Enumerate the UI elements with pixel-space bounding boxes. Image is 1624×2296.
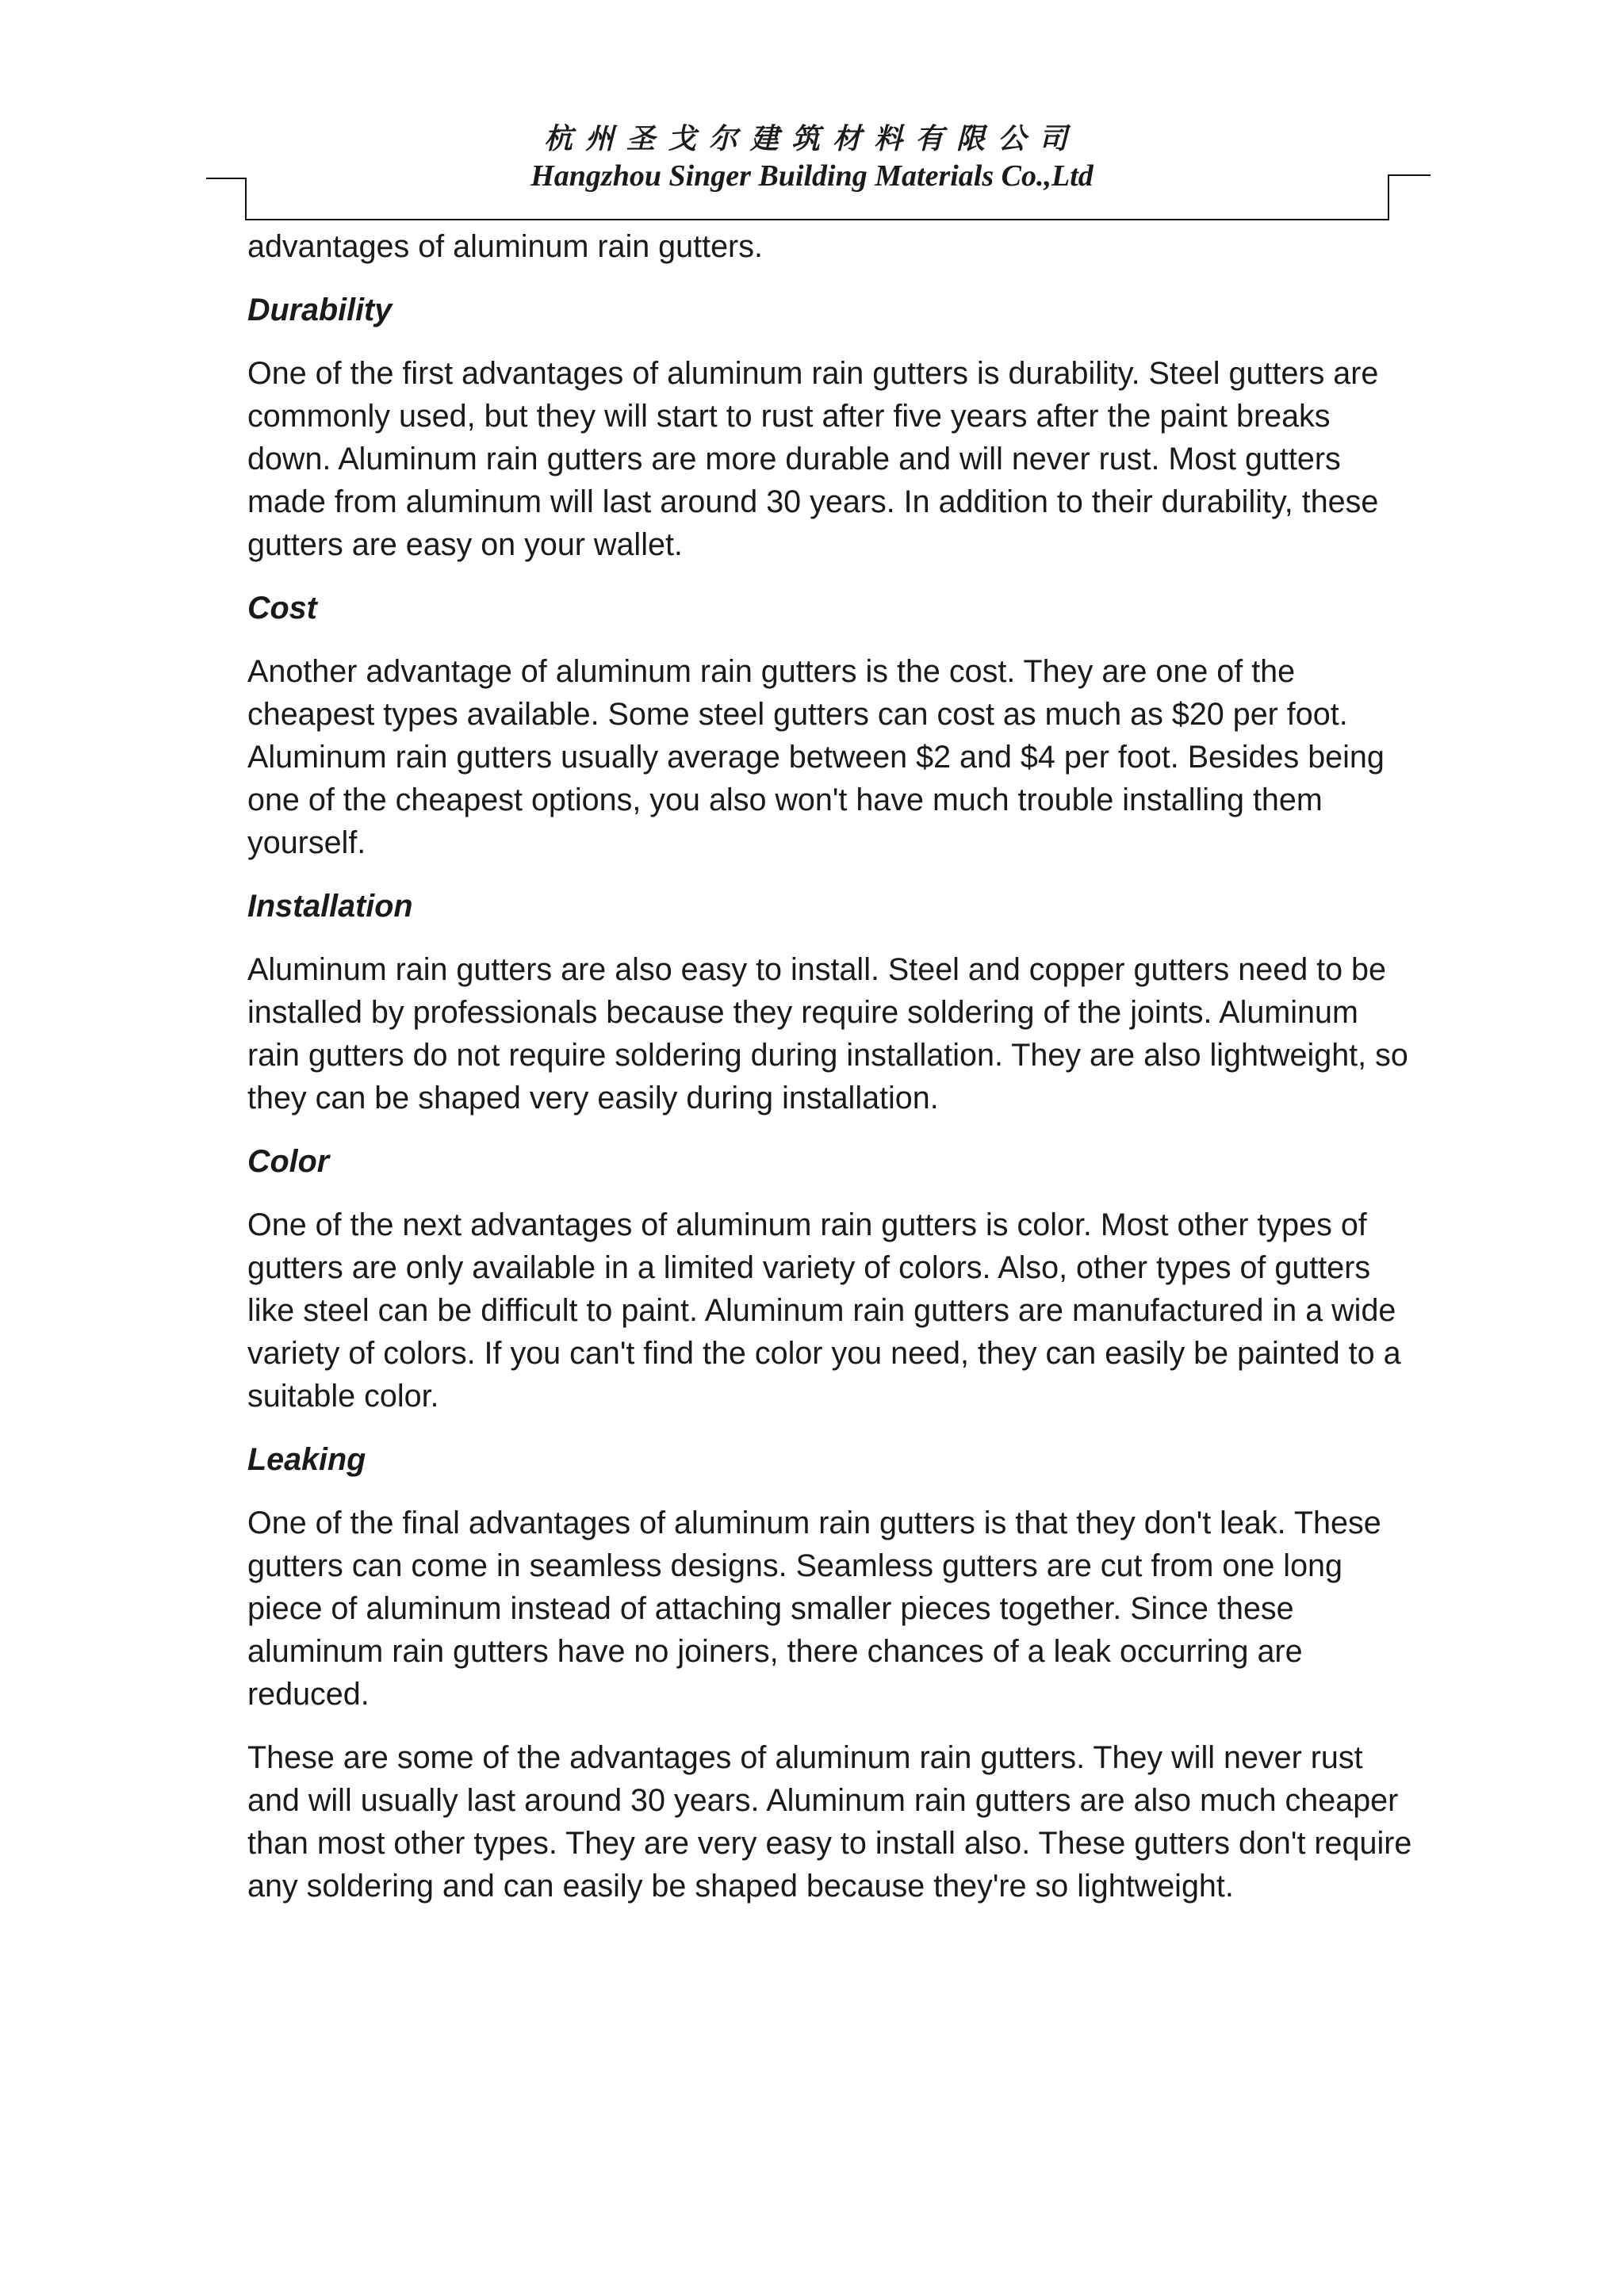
section-heading-leaking: Leaking: [247, 1442, 366, 1477]
header-bracket-right-top: [1389, 174, 1431, 176]
section-text-color: One of the next advantages of aluminum rain gutters is color. Most other types of gutters are only available in a limited variety of colors. Also, other types of gutters like steel can be difficult to paint. Aluminum rain gutters are manufactured in a wide variety of colors. If you can't find the color you need, they can easily be painted to a suitable color.: [247, 1207, 1401, 1414]
conclusion-paragraph: These are some of the advantages of aluminum rain gutters. They will never rust and will usually last around 30 years. Aluminum rain gutters are also much cheaper than most other types. They are very easy to install also. These gutters don't require any soldering and can easily be shaped because they're so lightweight.: [247, 1740, 1412, 1904]
section-heading-durability: Durability: [247, 293, 393, 327]
intro-tail-paragraph: advantages of aluminum rain gutters.: [247, 229, 763, 264]
section-text-durability: One of the first advantages of aluminum rain gutters is durability. Steel gutters are commonly used, but they will start to rust after five years after the paint breaks down. Aluminum rain gutters are more durable and will never rust. Most gutters made from aluminum will last around 30 years. In addition to their durability, these gutters are easy on your wallet.: [247, 356, 1379, 562]
header-bracket-right-side: [1388, 174, 1389, 220]
section-text-cost: Another advantage of aluminum rain gutters is the cost. They are one of the cheapest types available. Some steel gutters can cost as much as $20 per foot. Aluminum rain gutters usually average between $2 and $4 per foot. Besides being one of the cheapest options, you also won't have much trouble installing them yourself.: [247, 654, 1385, 860]
section-text-leaking: One of the final advantages of aluminum rain gutters is that they don't leak. These gutters can come in seamless designs. Seamless gutters are cut from one long piece of aluminum instead of attaching smaller pieces together. Since these aluminum rain gutters have no joiners, there chances of a leak occurring are reduced.: [247, 1506, 1381, 1712]
company-name-chinese: 杭州圣戈尔建筑材料有限公司: [543, 122, 1080, 155]
header-rule: [247, 219, 1389, 220]
section-heading-installation: Installation: [247, 889, 413, 924]
section-heading-cost: Cost: [247, 591, 317, 626]
section-heading-color: Color: [247, 1144, 330, 1179]
section-text-installation: Aluminum rain gutters are also easy to install. Steel and copper gutters need to be installed by professionals because they require soldering of the joints. Aluminum rain gutters do not require soldering during installation. They are also lightweight, so they can be shaped very easily during installation.: [247, 952, 1408, 1115]
header-bracket-left-side: [245, 178, 247, 220]
company-name-english: Hangzhou Singer Building Materials Co.,Ltd: [530, 159, 1094, 193]
document-body: [247, 225, 1413, 1928]
header-bracket-left-top: [206, 178, 246, 179]
